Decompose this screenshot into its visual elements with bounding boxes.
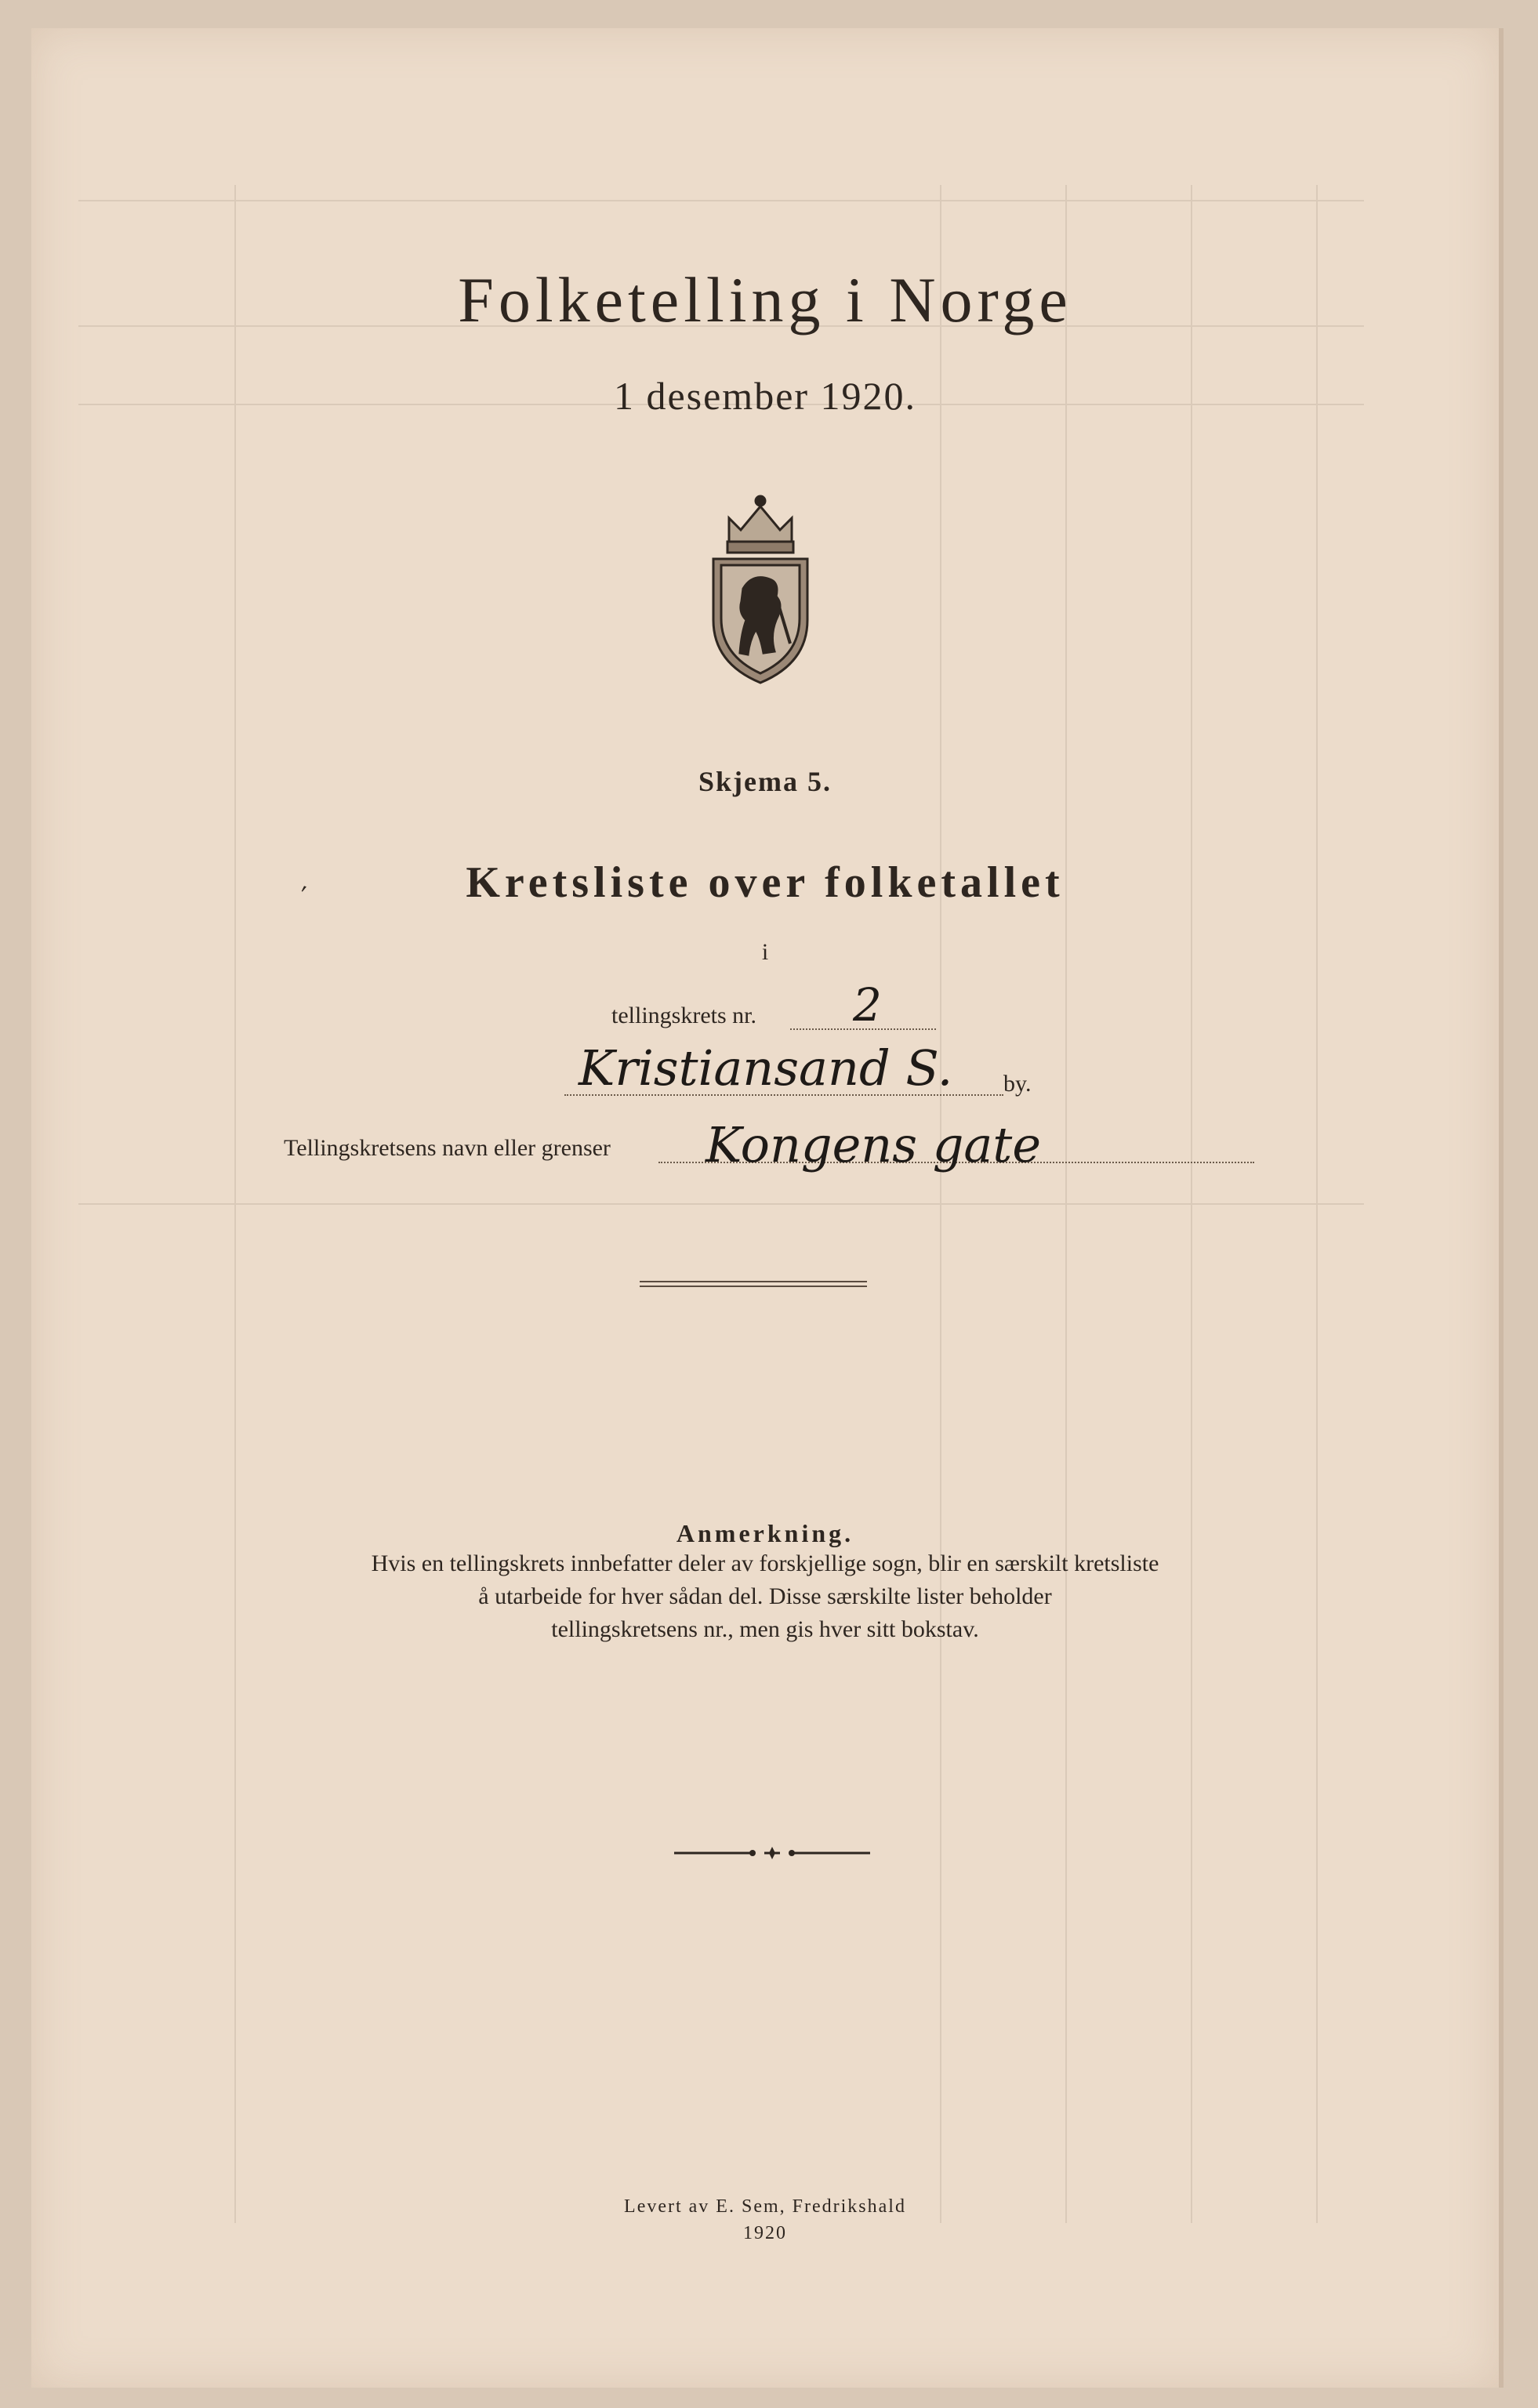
double-rule-divider [640, 1281, 867, 1287]
printer-credit: Levert av E. Sem, Fredrikshald [624, 2196, 906, 2217]
form-heading: Kretsliste over folketallet [466, 858, 1065, 907]
norwegian-coat-of-arms-icon [698, 487, 823, 691]
district-number-label: tellingskrets nr. [611, 1003, 756, 1028]
census-form-page [31, 28, 1504, 2388]
note-line-3: tellingskretsens nr., men gis hver sitt bokstav. [551, 1616, 979, 1642]
ornament-divider-icon [674, 1845, 870, 1861]
page-title: Folketelling i Norge [458, 264, 1072, 335]
census-date: 1 desember 1920. [613, 374, 917, 418]
preposition-text: i [761, 939, 769, 965]
schema-label: Skjema 5. [698, 766, 832, 797]
city-value: Kristiansand S. [579, 1039, 953, 1097]
pencil-tick-mark: ′ [295, 879, 310, 908]
note-title: Anmerkning. [676, 1519, 854, 1547]
district-number-value: 2 [853, 978, 882, 1032]
district-name-label: Tellingskretsens navn eller grenser [284, 1135, 611, 1161]
note-line-1: Hvis en tellingskrets innbefatter deler av forskjellige sogn, blir en særskilt kretsliste [371, 1550, 1159, 1576]
district-name-value: Kongens gate [706, 1116, 1042, 1173]
printer-year: 1920 [743, 2223, 787, 2243]
note-line-2: å utarbeide for hver sådan del. Disse særskilte lister beholder [478, 1583, 1052, 1609]
city-suffix: by. [1003, 1071, 1032, 1097]
